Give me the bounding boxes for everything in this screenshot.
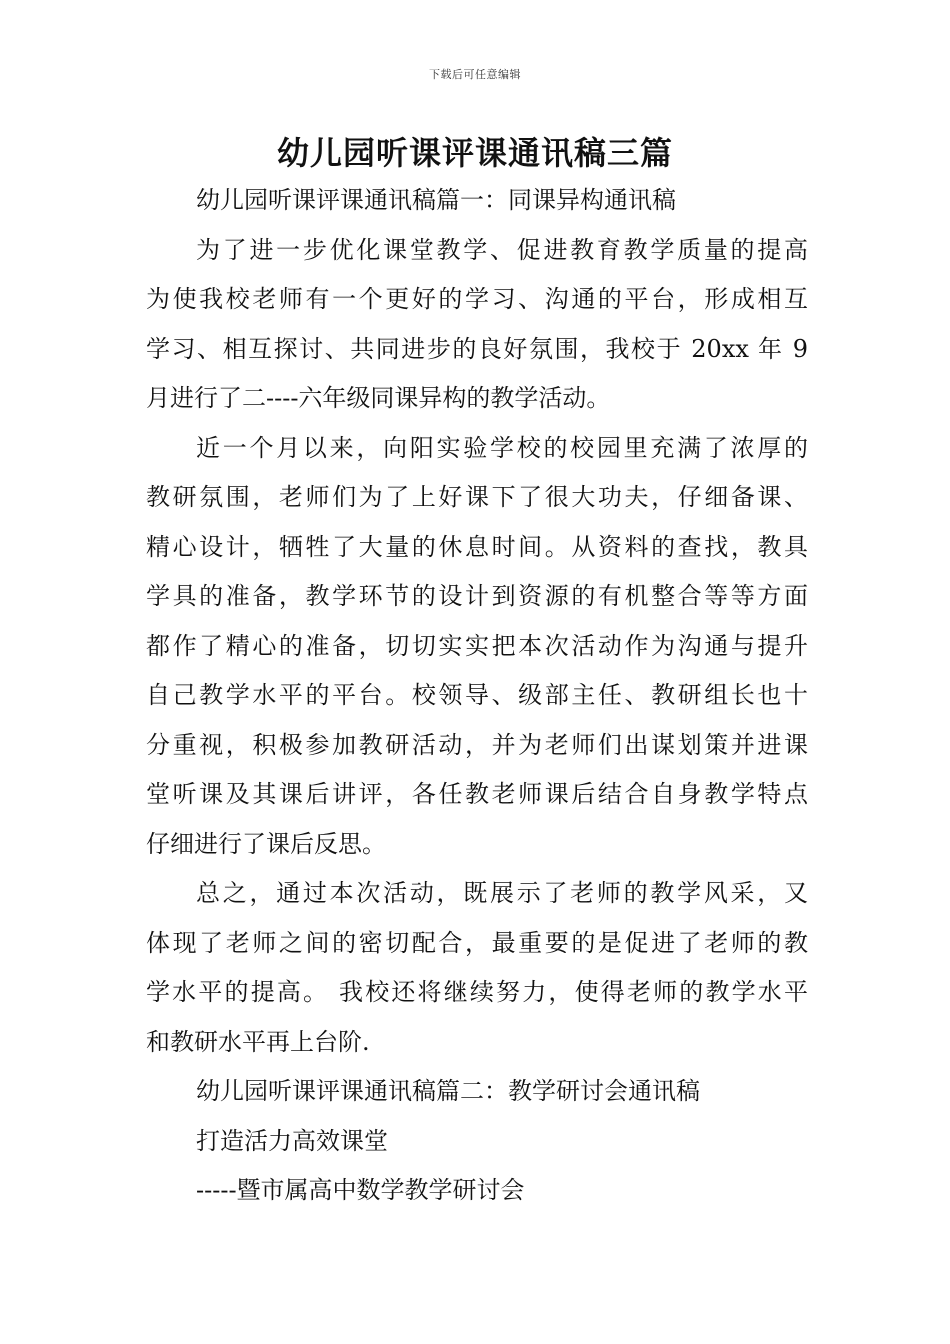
subheading: 打造活力高效课堂 (196, 1126, 388, 1155)
subheading: -----暨市属高中数学教学研讨会 (196, 1176, 525, 1204)
paragraph-line: 堂听课及其课后讲评，各任教老师课后结合自身教学特点 (146, 780, 808, 808)
paragraph-line: 学习、相互探讨、共同进步的良好氛围，我校于 20xx 年 9 (146, 334, 808, 363)
document-title: 幼儿园听课评课通讯稿三篇 (276, 134, 673, 172)
paragraph-line: 近一个月以来，向阳实验学校的校园里充满了浓厚的 (196, 433, 808, 462)
paragraph-line: 总之，通过本次活动，既展示了老师的教学风采，又 (196, 879, 808, 907)
paragraph-line: 为了进一步优化课堂教学、促进教育教学质量的提高 (196, 235, 808, 264)
header-note: 下载后可任意编辑 (429, 68, 521, 81)
paragraph-line: 精心设计，牺牲了大量的休息时间。从资料的查找，教具 (146, 532, 808, 561)
paragraph-line: 为使我校老师有一个更好的学习、沟通的平台，形成相互 (146, 285, 808, 313)
section-heading-1: 幼儿园听课评课通讯稿篇一：同课异构通讯稿 (196, 186, 676, 214)
document-body (146, 176, 808, 1216)
paragraph-line: 教研氛围，老师们为了上好课下了很大功夫，仔细备课、 (146, 483, 808, 511)
paragraph-line: 分重视，积极参加教研活动，并为老师们出谋划策并进课 (146, 730, 808, 759)
paragraph-line: 仔细进行了课后反思。 (146, 829, 386, 858)
paragraph-line: 月进行了二----六年级同课异构的教学活动。 (146, 384, 611, 412)
paragraph-line: 体现了老师之间的密切配合，最重要的是促进了老师的教 (146, 928, 808, 957)
paragraph-line: 学具的准备，教学环节的设计到资源的有机整合等等方面 (146, 582, 808, 610)
paragraph-line: 和教研水平再上台阶. (146, 1027, 370, 1056)
paragraph-line: 都作了精心的准备，切切实实把本次活动作为沟通与提升 (146, 631, 808, 660)
section-heading-2: 幼儿园听课评课通讯稿篇二：教学研讨会通讯稿 (196, 1077, 700, 1105)
paragraph-line: 学水平的提高。 我校还将继续努力，使得老师的教学水平 (146, 978, 808, 1006)
paragraph-line: 自己教学水平的平台。校领导、级部主任、教研组长也十 (146, 681, 808, 709)
